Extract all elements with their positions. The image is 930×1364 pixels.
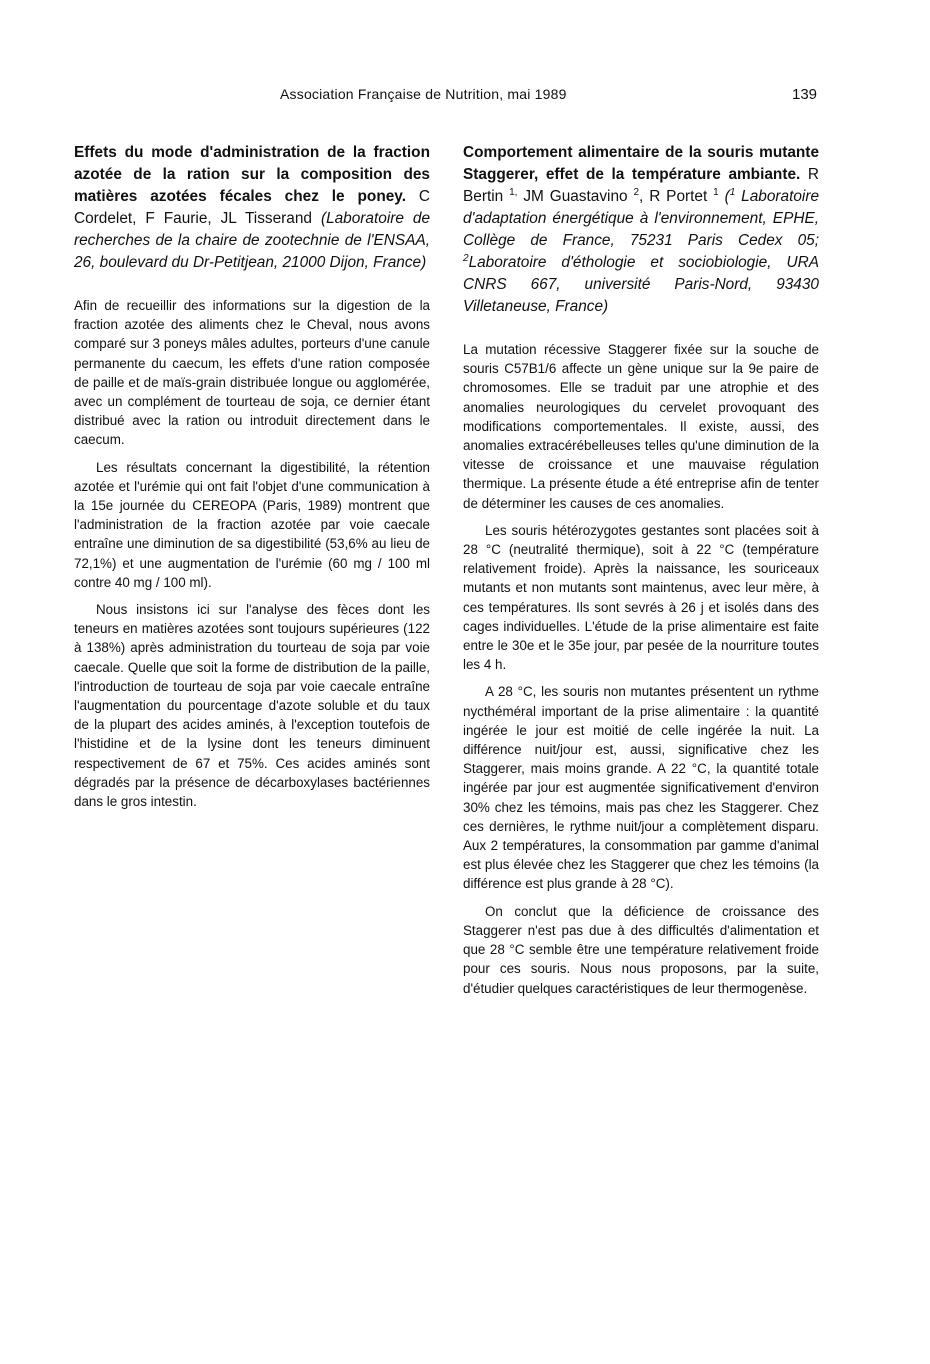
right-article-affiliation: [463, 188, 819, 315]
right-article-author-2: JM Guastavino: [517, 188, 634, 205]
right-paragraph-2: Les souris hétérozygotes gestantes sont placées soit à 28 °C (neutralité thermique), soit à 22 °C (température relativement froide). Après la naissance, les souriceaux mutants et non mutants sont maintenus, avec leur mère, à ces températures. Ils sont sevrés à 26 j et isolés dans des cages individuelles. L'étude de la prise alimentaire est faite entre le 30e et le 35e jour, par pesée de la nourriture toutes les 4 h.: [463, 522, 819, 673]
left-article-title: Effets du mode d'administration de la fraction azotée de la ration sur la composition des matières azotées fécales chez le poney.: [74, 144, 430, 205]
author-3-superscript: 1: [713, 186, 719, 198]
right-paragraph-1: La mutation récessive Staggerer fixée sur la souche de souris C57B1/6 affecte un gène unique sur la 9e paire de chromosomes. Elle se traduit par une atrophie et des anomalies neurologiques du cervelet provoquant des modifications comportementales. Il existe, aussi, des anomalies extracérébelleuses telles qu'une diminution de la vitesse de croissance et une mauvaise régulation thermique. La présente étude a été entreprise afin de tenter de déterminer les causes de ces anomalies.: [463, 342, 819, 511]
left-article-title-block: [74, 142, 430, 274]
right-article-title: Comportement alimentaire de la souris mutante Staggerer, effet de la température ambiante.: [463, 144, 819, 183]
right-article-title-block: [463, 142, 819, 318]
author-2-superscript: 2: [633, 186, 640, 198]
left-article-affiliation: (Laboratoire de recherches de la chaire de zootechnie de l'ENSAA, 26, boulevard du Dr-Petitjean, 21000 Dijon, France): [74, 210, 430, 271]
left-paragraph-1: Afin de recueillir des informations sur la digestion de la fraction azotée des aliments chez le Cheval, nous avons comparé sur 3 poneys mâles adultes, porteurs d'une canule permanente du caecum, les effets d'une ration composée de paille et de maïs-grain distribuée longue ou agglomérée, avec un complément de tourteau de soja, ce dernier étant distribué avec la ration ou introduit directement dans le caecum.: [74, 298, 430, 448]
running-head: Association Française de Nutrition, mai 1989: [280, 86, 567, 102]
affiliation-2: Laboratoire d'éthologie et sociobiologie, URA CNRS 667, université Paris-Nord, 93430 Villetaneuse, France): [463, 254, 819, 315]
affiliation-2-superscript: 2: [463, 252, 469, 264]
right-article-author-1: R Bertin: [463, 166, 820, 205]
right-article: [463, 142, 819, 1006]
left-paragraph-3: Nous insistons ici sur l'analyse des fèces dont les teneurs en matières azotées sont toujours supérieures (122 à 138%) après administration du tourteau de soja par voie caecale. Quelle que soit la forme de distribution de la paille, l'introduction de tourteau de soja par voie caecale entraîne l'augmentation du pourcentage d'azote soluble et du taux de la plupart des acides aminés, à l'exception toutefois de l'histidine et de la lysine dont les teneurs diminuent respectivement de 67 et 75%. Ces acides aminés sont dégradés par la présence de décarboxylases bactériennes dans le gros intestin.: [74, 602, 430, 810]
left-article-authors: C Cordelet, F Faurie, JL Tisserand: [74, 188, 431, 227]
left-paragraph-2: Les résultats concernant la digestibilité, la rétention azotée et l'urémie qui ont fait l'objet d'une communication à la 15e journée du CEREOPA (Paris, 1989) montrent que l'administration de la fraction azotée par voie caecale entraîne une diminution de sa digestibilité (53,6% au lieu de 72,1%) et une augmentation de l'urémie (60 mg / 100 ml contre 40 mg / 100 ml).: [74, 459, 430, 590]
right-paragraph-3: A 28 °C, les souris non mutantes présentent un rythme nycthéméral important de la prise alimentaire : la quantité ingérée le jour est moitié de celle ingérée la nuit. La différence nuit/jour est, aussi, significative chez les Staggerer, mais moins grande. A 22 °C, la quantité totale ingérée par jour est augmentée significativement d'environ 30% chez les témoins, mais pas chez les Staggerer. Chez ces dernières, le rythme nuit/jour a complètement disparu. Aux 2 températures, la consommation par gamme d'animal est plus élevée chez les Staggerer que chez les témoins (la différence est plus grande à 28 °C).: [463, 684, 819, 892]
left-article: [74, 142, 430, 819]
affiliation-1: Laboratoire d'adaptation énergétique à l'environnement, EPHE, Collège de France, 75231 Paris Cedex 05;: [463, 188, 820, 249]
right-paragraph-4: On conclut que la déficience de croissance des Staggerer n'est pas due à des difficultés d'alimentation et que 28 °C semble être une température relativement froide pour ces souris. Nous nous proposons, par la suite, d'étudier quelques caractéristiques de leur thermogenèse.: [463, 903, 819, 996]
affiliation-1-superscript: 1: [729, 186, 736, 198]
right-article-author-3: , R Portet: [639, 188, 714, 205]
author-1-superscript: 1,: [509, 186, 518, 198]
page-number: 139: [792, 86, 818, 103]
affiliation-open: (: [718, 188, 730, 205]
